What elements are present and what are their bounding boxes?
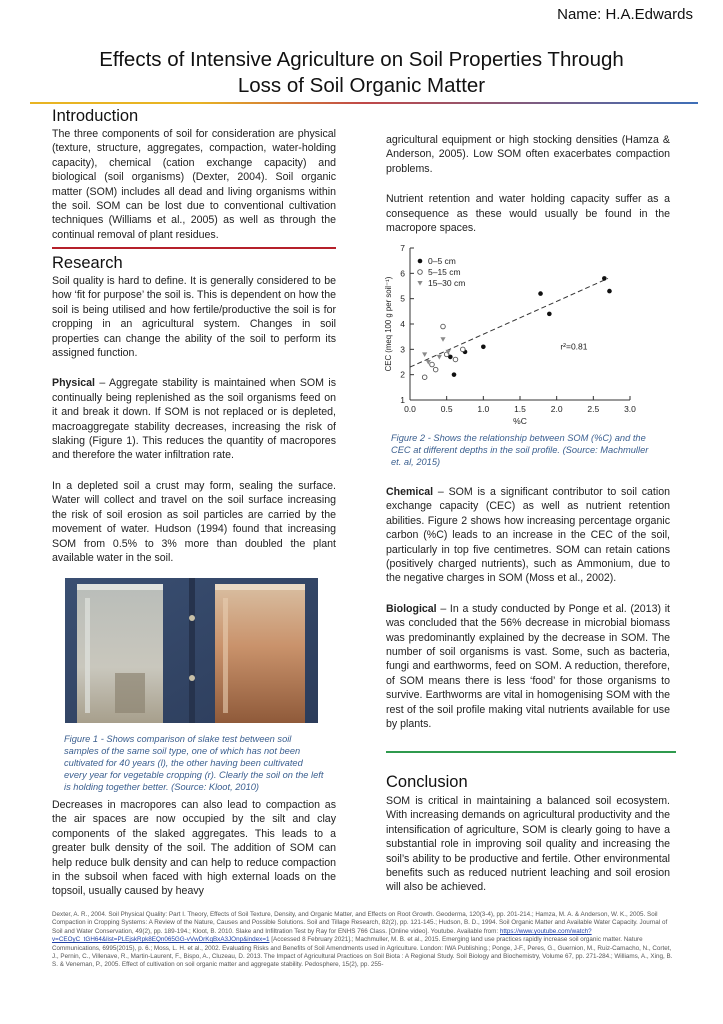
figure-1-photo xyxy=(65,578,318,723)
data-point xyxy=(441,324,446,329)
research-paragraph-equipment: agricultural equipment or high stocking densities (Hamza & Anderson, 2005). Low SOM often exacerbates compaction problems. xyxy=(386,134,670,175)
research-text-right-top xyxy=(386,133,670,235)
research-paragraph-biological xyxy=(386,602,670,732)
r-squared-annotation: r²=0.81 xyxy=(560,341,588,352)
legend-marker xyxy=(418,270,423,275)
introduction-heading: Introduction xyxy=(52,107,139,125)
x-tick-label: 2.5 xyxy=(587,404,600,414)
research-heading: Research xyxy=(52,254,123,272)
x-axis-label: %C xyxy=(513,416,527,426)
y-axis-label: CEC (meq 100 g per soil⁻¹) xyxy=(384,276,393,372)
data-point xyxy=(453,357,458,362)
references-text-start: Dexter, A. R., 2004. Soil Physical Quality: Part I. Theory, Effects of Soil Texture, Density, and Organic Matter, and Effects on Root Growth. Geoderma, 120(3-4), pp. 201-214.; Hamza, M. A. & Anderson, W. K., 2005. Soil Compaction in Cropping Systems: A Review of the Nature, Causes and Possible Solutions. Soil and Tillage Research, 82(2), pp. 121-145.; Hudson, B. D., 1994. Soil Organic Matter and Available Water Capacity. Journal of Soil and Water Conservation, 49(2), pp. 189-194.; Kloot, B. 2010. Slake and Infiltration Test by Ray for ENHS 766 Class. [Online video]. Youtube. Available from: xyxy=(52,911,668,935)
research-rule xyxy=(52,247,336,249)
conclusion-heading: Conclusion xyxy=(386,773,468,791)
title-line-1: Effects of Intensive Agriculture on Soil Properties Through xyxy=(99,48,624,71)
data-point xyxy=(547,312,552,317)
legend-label: 15–30 cm xyxy=(428,278,466,288)
legend-label: 5–15 cm xyxy=(428,267,461,277)
research-paragraph-crust: In a depleted soil a crust may form, sealing the surface. Water will collect and travel on the soil surface increasing the risk of soil erosion as soil particles are carried by the movement of water. Hudson (1994) found that increasing SOM from 0.5% to 3% more than doubled the plant available water in the soil. xyxy=(52,479,336,564)
physical-text: – Aggregate stability is maintained when SOM is continually being replenished as the soil organisms feed on it and break it down. If SOM is not replaced or is depleted, macroaggregate stability decreases, increasing the risk of slaking (Figure 1). This reduces the quantity of macropores and therefore the water infiltration rate. xyxy=(52,377,336,462)
introduction-paragraph: The three components of soil for consideration are physical (texture, structure, aggregates, compaction, water-holding capacity), chemical (cation exchange capacity) and biological (soil organisms) (Dexter, 2004). Soil organic matter (SOM) includes all dead and living organisms within the soil. SOM can be lost due to conventional cultivation techniques (Williams et al., 2005) as well as through the continual removal of plant residues. xyxy=(52,128,336,241)
data-point xyxy=(607,289,612,294)
chemical-label: Chemical xyxy=(386,486,434,498)
x-tick-label: 2.0 xyxy=(550,404,563,414)
conclusion-rule xyxy=(386,751,676,753)
y-tick-label: 5 xyxy=(400,293,405,304)
research-paragraph-physical xyxy=(52,376,336,462)
physical-label: Physical xyxy=(52,377,95,390)
data-point xyxy=(481,345,486,350)
chemical-text: – SOM is a significant contributor to soil cation exchange capacity (CEC) as well as nutrient retention abilities. Figure 2 shows how increasing percentage organic carbon (%C) leads to an increase in the CEC of the soil, particularly in top five centimetres. SOM can retain cations (positively charged nutrients), such as Ammonium, due to the negative charges in SOM (Moss et al., 2002). xyxy=(386,486,670,585)
title-rule xyxy=(30,102,698,104)
research-paragraph-chemical xyxy=(386,485,670,586)
references-video-link[interactable]: https://www.youtube.com/watch?v=CEOyC_tGH64&list=PLEjskRpk8EQn065GG-vVwDrKqBxA3JOnp&index=1 xyxy=(52,927,592,944)
y-tick-label: 7 xyxy=(400,243,405,253)
data-point xyxy=(538,291,543,296)
data-point xyxy=(452,372,457,377)
x-tick-label: 0.5 xyxy=(440,404,453,414)
y-tick-label: 6 xyxy=(400,268,405,279)
conclusion-paragraph: SOM is critical in maintaining a balanced soil ecosystem. With increasing demands on agricultural productivity and the intensification of agriculture, SOM is clearly going to have a substantial role in improving soil quality and increasing the soil’s ability to be productive and fertile. Other environmental benefits such as reduced nutrient leaching and soil erosion will also be achieved. xyxy=(386,795,670,894)
title-line-2: Loss of Soil Organic Matter xyxy=(237,74,486,97)
poster-title xyxy=(0,47,723,99)
right-cylinder xyxy=(215,584,305,723)
data-point xyxy=(422,375,427,380)
conclusion-text xyxy=(386,794,670,895)
trend-line xyxy=(410,278,608,367)
research-paragraph-quality: Soil quality is hard to define. It is generally considered to be how ‘fit for purpose’ the soil is. This is dependent on how the soil is being utilised and how fertile/productive the soil is for cropping in an agricultural system. Changes in soil properties can change the ability of the soil to perform its assigned function. xyxy=(52,275,336,360)
biological-label: Biological xyxy=(386,602,437,615)
figure-2-chart xyxy=(380,242,660,434)
data-point xyxy=(602,276,607,281)
references-text-end: [Accessed 8 February 2021].; Machmuller, M. B. et al., 2015. Emerging land use practices rapidly increase soil organic matter. Nature Communications, 6995(2015), p. 6.; Moss, L. H. et al., 2002. Evaluating Risks and Benefits of Soil Amendments used in Agriculture. London: IWA Publishing.; Ponge, J-F., Peres, G., Guernion, M., Ruiz-Camacho, N., Cortet, J., Pernin, C., Villenave, R., Martin-Laurent, F., Bispo, A., Cluzeau, D. 2013. The Impact of Agricultural Practices on Soil Biota : A Regional Study. Soil Biology and Biochemistry, Volume 67, pp. 271-284.; Williams, A., Xing, B. S. & Veneman, P., 2005. Effect of cultivation on soil organic matter and aggregate stability. Pedosphere, 15(2), pp. 255- xyxy=(52,936,673,969)
research-text-left xyxy=(52,274,336,565)
x-tick-label: 1.5 xyxy=(514,404,526,414)
x-tick-label: 0.0 xyxy=(404,404,416,414)
data-point xyxy=(440,337,445,342)
x-tick-label: 3.0 xyxy=(624,404,636,414)
research-paragraph-nutrient: Nutrient retention and water holding capacity suffer as a consequence as these would usually be found in the macropore spaces. xyxy=(386,193,670,235)
figure-2-caption: Figure 2 - Shows the relationship between SOM (%C) and the CEC at different depths in the soil profile. (Source: Machmuller et. al, 2015) xyxy=(391,433,649,467)
research-paragraph-compaction: Decreases in macropores can also lead to compaction as the air spaces are now occupied by the silt and clay components of the slaked aggregates. This leads to a greater bulk density of the soil. The addition of SOM can help reduce bulk density and can help to reduce compaction in the subsoil when faced with high external loads on the topsoil, usually caused by heavy xyxy=(52,799,336,898)
y-tick-label: 1 xyxy=(400,395,405,405)
y-tick-label: 3 xyxy=(400,344,405,355)
legend-label: 0–5 cm xyxy=(428,256,456,266)
author-name: Name: H.A.Edwards xyxy=(557,6,693,23)
data-point xyxy=(433,367,438,372)
data-point xyxy=(430,362,435,367)
biological-text: – In a study conducted by Ponge et al. (2013) it was concluded that the 56% decrease in microbial biomass was predominantly explained by the decrease in SOM. The number of soil organisms is vast. Some, such as bacteria, fungi and earthworms, feed on SOM. A reduction, therefore, of SOM means there is less ‘food’ for those organisms to survive. Earthworms are vital in homogenising SOM with the rest of the soil profile making vital nutrients available for use by plants. xyxy=(386,602,670,731)
data-point xyxy=(422,352,427,357)
x-tick-label: 1.0 xyxy=(477,404,490,414)
data-point xyxy=(437,355,442,360)
data-point xyxy=(461,347,466,352)
legend-marker xyxy=(418,259,423,264)
y-tick-label: 2 xyxy=(400,369,405,380)
legend-marker xyxy=(417,281,422,286)
research-text-left-bottom xyxy=(52,798,336,899)
introduction-text xyxy=(52,127,336,242)
figure-1-caption: Figure 1 - Shows comparison of slake test between soil samples of the same soil type, one of which has not been cultivated for 40 years (l), the other having been cultivated every year for vegetable cropping (r). Clearly the soil on the left is holding together better. (Source: Kloot, 2010) xyxy=(64,734,324,792)
research-text-right-bottom xyxy=(386,485,670,732)
references xyxy=(52,911,676,970)
y-tick-label: 4 xyxy=(400,319,405,329)
